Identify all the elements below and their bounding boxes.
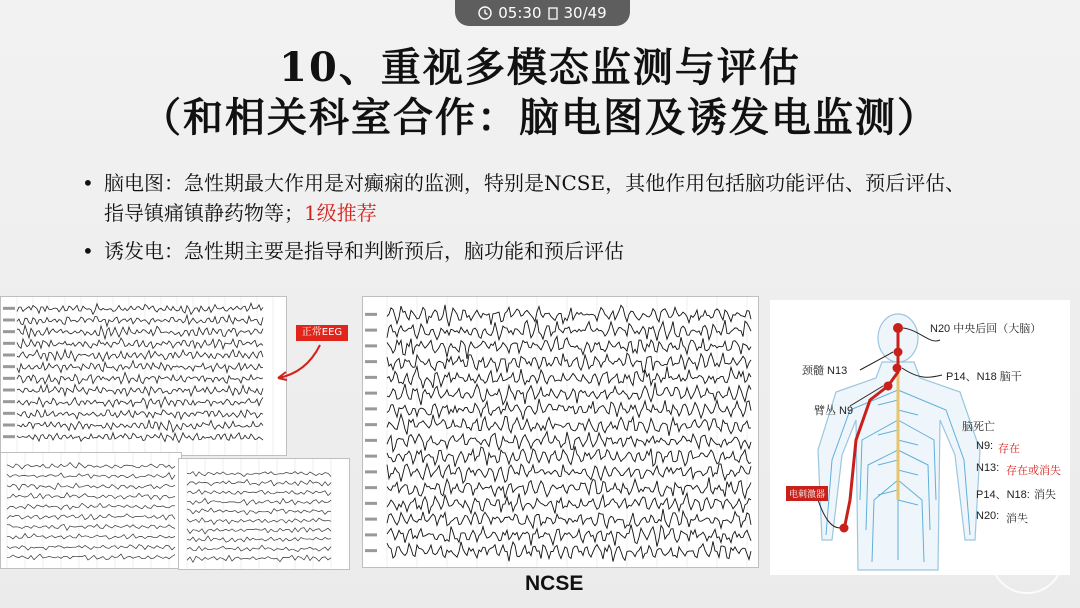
- ncse-eeg-image: [362, 296, 759, 568]
- recommendation-level: 1级推荐: [304, 201, 377, 225]
- n9-result-value: 存在: [998, 443, 1020, 455]
- bullet-list: [82, 168, 982, 274]
- slide-title-line2: （和相关科室合作：脑电图及诱发电监测）: [141, 94, 939, 141]
- eeg-trace-normal: [1, 297, 286, 455]
- slide-title-line1: 10、重视多模态监测与评估: [279, 44, 801, 91]
- p14-label: P14、N18 脑干: [946, 371, 1022, 383]
- n13-result-label: N13:: [976, 462, 1000, 474]
- eeg-thumbnail-1: [0, 452, 182, 569]
- n13-result-value: 存在或消失: [1006, 465, 1061, 477]
- bullet-dot: •: [82, 171, 94, 195]
- clock-icon: [478, 6, 492, 20]
- n13-label: 颈髓 N13: [802, 365, 848, 377]
- n9-result-label: N9:: [976, 440, 994, 452]
- n20-label: N20 中央后回（大脑）: [930, 323, 1042, 335]
- p14-result-label: P14、N18:: [976, 489, 1030, 501]
- watermark-logo: [990, 520, 1064, 594]
- p14-result-value: 消失: [1034, 489, 1056, 501]
- n9-label: 臂丛 N9: [814, 405, 854, 417]
- eeg-trace-small-1: [1, 453, 181, 568]
- elapsed-time: 05:30: [498, 4, 542, 22]
- stimulator-tag: 电刺激器: [786, 486, 828, 501]
- player-status-bar: [455, 0, 630, 26]
- n20-result-label: N20:: [976, 510, 1000, 522]
- normal-eeg-tag: 正常EEG: [296, 325, 348, 341]
- eeg-trace-small-2: [179, 459, 349, 569]
- eeg-thumbnail-2: [178, 458, 350, 570]
- page-icon: [548, 7, 558, 20]
- brain-death-label: 脑死亡: [962, 421, 995, 433]
- bullet-dot: •: [82, 239, 94, 263]
- normal-eeg-image: [0, 296, 287, 456]
- ncse-caption: NCSE: [525, 572, 584, 595]
- bullet-item-eeg: [82, 168, 982, 228]
- n20-result-value: 消失: [1006, 513, 1028, 525]
- bullet-item-evoked-potential: [82, 236, 982, 266]
- tag-arrow-icon: [270, 340, 330, 385]
- page-counter: 30/49: [563, 4, 607, 22]
- bullet-text: 脑电图：急性期最大作用是对癫痫的监测，特别是NCSE，其他作用包括脑功能评估、预后评估、指导镇痛镇静药物等；: [104, 171, 966, 225]
- eeg-trace-ncse: [363, 297, 758, 567]
- bullet-text: 诱发电：急性期主要是指导和判断预后，脑功能和预后评估: [104, 239, 624, 263]
